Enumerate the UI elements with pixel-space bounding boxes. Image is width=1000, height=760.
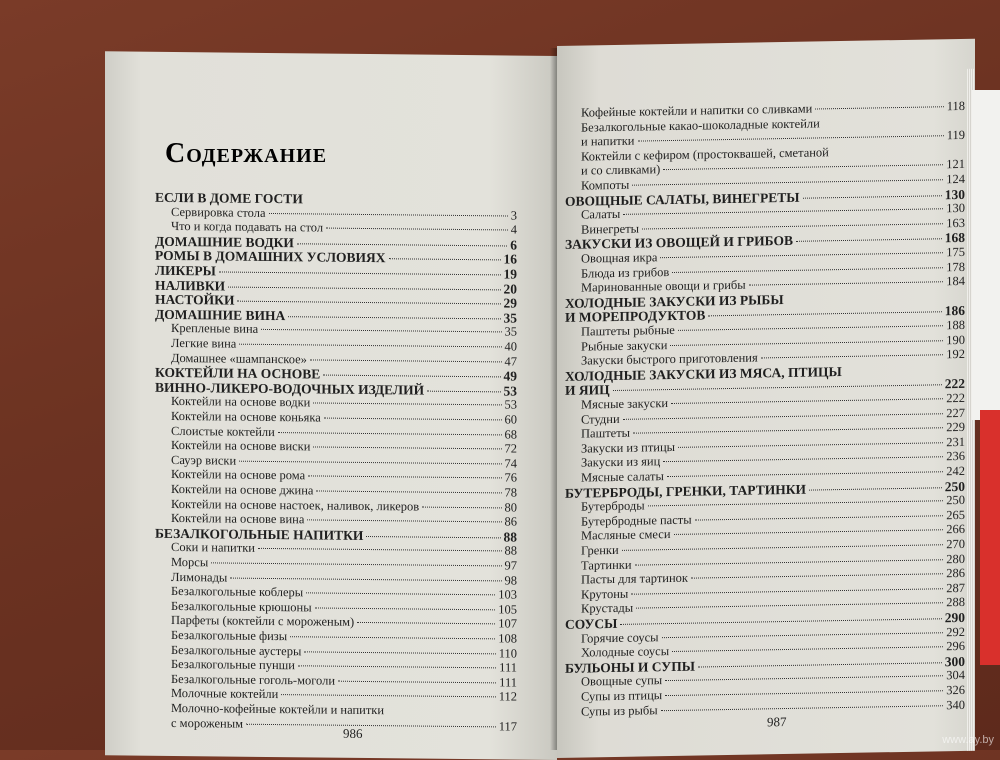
right-page	[557, 39, 975, 758]
toc-leader-dots	[632, 179, 943, 185]
toc-leader-dots	[674, 530, 944, 536]
toc-entry-page: 86	[504, 514, 517, 529]
toc-entry-title: Мясные закуски	[581, 396, 669, 412]
toc-leader-dots	[663, 165, 943, 171]
toc-entry-page: 117	[498, 718, 517, 734]
toc-leader-dots	[749, 281, 944, 285]
toc-entry-title: Мясные салаты	[581, 469, 664, 485]
watermark: www.ay.by	[942, 734, 994, 746]
toc-entry-title: Домашнее «шампанское»	[171, 350, 307, 366]
toc-entry-title: Коктейли с кефиром (простоквашей, сметаной	[581, 145, 829, 164]
toc-entry-page: 111	[499, 660, 517, 675]
toc-entry-title: ЛИКЕРЫ	[155, 262, 216, 279]
toc-entry-page: 35	[503, 310, 517, 326]
toc-entry-title: НАЛИВКИ	[155, 277, 226, 294]
toc-entry-title: Холодные соусы	[581, 644, 670, 660]
toc-leader-dots	[661, 705, 944, 711]
toc-entry-title: Масляные смеси	[581, 527, 671, 543]
toc-entry-title: БЕЗАЛКОГОЛЬНЫЕ НАПИТКИ	[155, 525, 364, 543]
toc-entry-page: 78	[504, 485, 517, 500]
toc-entry-page: 19	[503, 266, 517, 282]
toc-entry-title: Тартинки	[581, 557, 632, 573]
toc-entry-title: Паштеты рыбные	[581, 322, 675, 339]
toc-entry-page: 270	[946, 536, 965, 552]
toc-entry-page: 121	[946, 157, 965, 172]
toc-entry-page: 3	[510, 208, 517, 223]
toc-leader-dots	[620, 618, 941, 625]
toc-entry-title: Что и когда подавать на стол	[171, 219, 324, 235]
toc-entry-title: Коктейли на основе рома	[171, 467, 306, 483]
toc-leader-dots	[662, 632, 944, 638]
toc-entry-page: 76	[504, 470, 517, 485]
toc-entry-title: Коктейли на основе вина	[171, 511, 305, 527]
toc-entry-title: Морсы	[171, 554, 209, 570]
toc-entry-title: Лимонады	[171, 569, 228, 585]
toc-leader-dots	[261, 329, 501, 333]
toc-leader-dots	[313, 403, 501, 406]
toc-leader-dots	[239, 460, 501, 464]
toc-leader-dots	[636, 603, 943, 609]
toc-entry-page: 280	[946, 551, 965, 566]
toc-entry-page: 304	[946, 668, 965, 683]
toc-entry-title: Легкие вина	[171, 335, 237, 351]
toc-entry-title: ЕСЛИ В ДОМЕ ГОСТИ	[155, 189, 303, 207]
toc-leader-dots	[307, 520, 501, 523]
toc-entry-title: НАСТОЙКИ	[155, 291, 235, 308]
toc-entry-title: И ЯИЦ	[565, 382, 610, 399]
toc-entry-page: 130	[946, 201, 965, 216]
toc-entry-title: СОУСЫ	[565, 615, 618, 632]
toc-entry-title: Соки и напитки	[171, 540, 255, 556]
toc-entry-title: Горячие соусы	[581, 629, 659, 646]
toc-leader-dots	[761, 354, 944, 358]
toc-entry-page: 186	[944, 303, 965, 319]
toc-leader-dots	[304, 651, 495, 654]
toc-leader-dots	[211, 562, 501, 566]
toc-entry-title: ХОЛОДНЫЕ ЗАКУСКИ ИЗ МЯСА, ПТИЦЫ	[565, 363, 842, 384]
toc-entry-title: Винегреты	[581, 221, 640, 237]
toc-entry-page: 98	[504, 573, 517, 588]
toc-leader-dots	[635, 559, 944, 565]
toc-leader-dots	[310, 359, 502, 362]
toc-leader-dots	[281, 695, 495, 698]
toc-entry-page: 53	[503, 383, 517, 399]
toc-entry-page: 35	[504, 324, 517, 339]
toc-entry-title: Маринованные овощи и грибы	[581, 277, 746, 295]
toc-leader-dots	[315, 607, 496, 610]
toc-entry-page: 124	[946, 171, 965, 187]
toc-entry-title: Слоистые коктейли	[171, 423, 275, 439]
toc-entry-page: 74	[504, 456, 517, 471]
toc-entry-title: Сауэр виски	[171, 452, 237, 468]
toc-entry-page: 119	[946, 128, 965, 143]
toc-entry-title: Блюда из грибов	[581, 264, 670, 281]
toc-entry-title: Крустады	[581, 601, 634, 616]
toc-entry-title: Паштеты	[581, 425, 631, 441]
toc-entry-page: 72	[504, 441, 517, 456]
toc-entry-title: Безалкогольные пунши	[171, 657, 295, 673]
toc-entry-page: 236	[946, 449, 965, 464]
toc-leader-dots	[427, 390, 500, 392]
toc-entry-title: Овощные супы	[581, 673, 663, 689]
toc-leader-dots	[678, 442, 943, 448]
toc-leader-dots	[672, 267, 943, 273]
toc-leader-dots	[326, 228, 508, 231]
toc-entry-page: 130	[944, 186, 965, 202]
toc-entry-title: Безалкогольные аустеры	[171, 642, 302, 658]
toc-entry-page: 178	[946, 259, 965, 274]
toc-leader-dots	[670, 340, 943, 346]
toc-entry-title: Кофейные коктейли и напитки со сливками	[581, 101, 813, 120]
toc-leader-dots	[672, 646, 943, 652]
toc-entry-title: ХОЛОДНЫЕ ЗАКУСКИ ИЗ РЫБЫ	[565, 291, 784, 311]
toc-entry-page: 227	[946, 405, 965, 420]
toc-entry-page: 105	[498, 602, 517, 617]
toc-entry-page: 112	[498, 689, 517, 704]
toc-leader-dots	[357, 622, 495, 624]
toc-entry-title: ВИННО-ЛИКЕРО-ВОДОЧНЫХ ИЗДЕЛИЙ	[155, 379, 425, 398]
toc-entry-page: 296	[946, 639, 965, 654]
toc-leader-dots	[648, 500, 944, 506]
toc-entry-title: Овощная икра	[581, 250, 658, 266]
toc-leader-dots	[313, 447, 501, 450]
toc-entry-page: 188	[946, 317, 965, 333]
toc-leader-dots	[269, 213, 508, 217]
toc-leader-dots	[623, 413, 944, 420]
toc-entry-page: 250	[946, 493, 965, 508]
toc-leader-dots	[660, 252, 943, 258]
toc-entry-title: ОВОЩНЫЕ САЛАТЫ, ВИНЕГРЕТЫ	[565, 189, 800, 209]
toc-entry-title: ДОМАШНИЕ ВОДКИ	[155, 233, 294, 251]
toc-entry-page: 107	[498, 616, 517, 631]
toc-entry-page: 265	[946, 507, 965, 523]
toc-leader-dots	[389, 259, 501, 261]
toc-leader-dots	[219, 271, 501, 275]
toc-entry-page: 53	[504, 397, 517, 412]
toc-entry-page: 175	[946, 244, 965, 260]
toc-entry-page: 184	[946, 274, 965, 289]
toc-leader-dots	[288, 316, 500, 319]
toc-leader-dots	[297, 243, 507, 246]
toc-entry-page: 222	[946, 390, 965, 406]
toc-leader-dots	[622, 544, 944, 551]
toc-entry-page: 68	[504, 427, 517, 442]
toc-leader-dots	[246, 723, 496, 727]
toc-leader-dots	[316, 490, 501, 493]
toc-entry-title: Крепленые вина	[171, 321, 259, 337]
toc-entry-title: ЗАКУСКИ ИЗ ОВОЩЕЙ И ГРИБОВ	[565, 233, 793, 253]
toc-entry-page: 288	[946, 595, 965, 610]
right-toc	[557, 39, 975, 758]
toc-entry-page: 88	[503, 529, 517, 545]
toc-entry-page: 4	[510, 222, 517, 237]
toc-leader-dots	[667, 471, 943, 477]
toc-leader-dots	[324, 418, 502, 421]
right-page-number: 987	[767, 713, 787, 730]
toc-entry-page: 190	[946, 332, 965, 347]
toc-leader-dots	[306, 593, 495, 596]
toc-entry-title: Сервировка стола	[171, 204, 266, 220]
left-page-number: 986	[343, 725, 363, 741]
toc-leader-dots	[665, 690, 943, 696]
toc-leader-dots	[638, 135, 944, 141]
toc-entry-title: Рыбные закуски	[581, 337, 668, 354]
toc-entry-title: Супы из рыбы	[581, 702, 658, 719]
toc-entry-title: Безалкогольные гоголь-моголи	[171, 671, 336, 688]
toc-entry-title: Коктейли на основе виски	[171, 438, 311, 454]
red-object	[980, 410, 1000, 665]
toc-entry-page: 103	[498, 587, 517, 602]
toc-leader-dots	[698, 662, 942, 667]
toc-leader-dots	[623, 208, 943, 215]
toc-entry-title: и со сливками)	[581, 162, 661, 178]
toc-entry-page: 222	[944, 376, 965, 392]
toc-leader-dots	[815, 106, 943, 109]
toc-entry-page: 111	[499, 675, 517, 690]
toc-entry-title: Гренки	[581, 542, 619, 558]
toc-entry-title: Бутербродные пасты	[581, 512, 692, 529]
toc-entry-title: Студни	[581, 411, 620, 427]
toc-leader-dots	[678, 325, 943, 331]
toc-leader-dots	[308, 476, 501, 479]
toc-leader-dots	[613, 385, 942, 392]
toc-entry-page: 290	[944, 609, 965, 626]
toc-leader-dots	[695, 515, 944, 520]
toc-entry-page: 340	[946, 697, 965, 712]
toc-entry-page: 40	[504, 339, 517, 354]
toc-entry-title: Закуски из яиц	[581, 454, 661, 470]
toc-entry-title: Безалкогольные коблеры	[171, 584, 304, 600]
toc-entry-page: 192	[946, 347, 965, 362]
toc-leader-dots	[663, 457, 943, 463]
toc-leader-dots	[809, 487, 942, 490]
toc-leader-dots	[642, 223, 943, 229]
toc-entry-title: БУТЕРБРОДЫ, ГРЕНКИ, ТАРТИНКИ	[565, 481, 806, 501]
toc-entry-title: Коктейли на основе джина	[171, 481, 314, 498]
toc-leader-dots	[665, 676, 943, 682]
toc-leader-dots	[323, 375, 500, 378]
toc-entry-title: Салаты	[581, 207, 621, 222]
toc-leader-dots	[298, 665, 496, 668]
toc-entry-page: 300	[944, 653, 965, 670]
toc-entry-page: 250	[944, 478, 965, 494]
toc-leader-dots	[258, 548, 502, 552]
toc-entry-title: КОКТЕЙЛИ НА ОСНОВЕ	[155, 364, 321, 382]
toc-entry-title: с мороженым	[171, 715, 244, 731]
toc-entry-title: Закуски из птицы	[581, 439, 676, 456]
toc-leader-dots	[631, 588, 943, 594]
white-object	[972, 90, 1000, 420]
toc-leader-dots	[422, 506, 501, 508]
toc-leader-dots	[671, 398, 943, 404]
toc-entry-page: 118	[946, 98, 965, 114]
toc-leader-dots	[290, 636, 495, 639]
toc-entry-title: И МОРЕПРОДУКТОВ	[565, 307, 706, 326]
toc-entry-page: 266	[946, 522, 965, 537]
toc-entry-title: РОМЫ В ДОМАШНИХ УСЛОВИЯХ	[155, 248, 386, 266]
toc-leader-dots	[796, 239, 942, 243]
toc-entry-page: 110	[498, 645, 517, 661]
toc-entry-page: 229	[946, 420, 965, 435]
toc-entry-title: Закуски быстрого приготовления	[581, 350, 758, 368]
toc-entry-page: 292	[946, 624, 965, 639]
toc-entry-page: 326	[946, 682, 965, 698]
toc-entry-title: Крутоны	[581, 586, 629, 602]
toc-entry-page: 47	[504, 354, 517, 369]
toc-entry-page: 168	[944, 230, 965, 246]
toc-leader-dots	[228, 286, 500, 290]
toc-entry-page: 286	[946, 566, 965, 581]
toc-entry-title: БУЛЬОНЫ И СУПЫ	[565, 658, 695, 676]
toc-entry-title: Молочно-кофейные коктейли и напитки	[171, 700, 385, 718]
toc-entry-title: Коктейли на основе настоек, наливок, ликеров	[171, 496, 420, 514]
toc-entry-title: Безалкогольные крюшоны	[171, 598, 312, 615]
toc-title: Содержание	[165, 138, 328, 169]
toc-entry-page: 29	[503, 295, 517, 311]
toc-entry-title: Парфеты (коктейли с мороженым)	[171, 613, 355, 630]
toc-entry-page: 49	[503, 368, 517, 384]
toc-entry-page: 287	[946, 580, 965, 596]
toc-entry-page: 16	[503, 251, 517, 267]
toc-entry-page: 6	[510, 237, 517, 253]
toc-entry-page: 231	[946, 434, 965, 450]
toc-leader-dots	[338, 681, 496, 684]
toc-leader-dots	[278, 432, 502, 435]
toc-entry-page: 97	[504, 558, 517, 573]
toc-entry-title: Компоты	[581, 177, 630, 193]
toc-entry-title: Бутерброды	[581, 498, 645, 514]
toc-entry-title: Коктейли на основе водки	[171, 394, 311, 410]
toc-entry-title: Безалкогольные какао-шоколадные коктейли	[581, 116, 820, 135]
toc-entry-title: и напитки	[581, 133, 635, 149]
toc-entry-title: Пасты для тартинок	[581, 570, 688, 587]
toc-leader-dots	[239, 344, 501, 348]
toc-leader-dots	[633, 427, 943, 433]
toc-entry-title: Коктейли на основе коньяка	[171, 408, 321, 425]
toc-entry-page: 88	[504, 543, 517, 558]
toc-leader-dots	[803, 195, 942, 198]
toc-leader-dots	[366, 536, 500, 538]
toc-leader-dots	[708, 312, 941, 317]
toc-entry-page: 80	[504, 500, 517, 515]
toc-entry-page: 163	[946, 215, 965, 231]
toc-leader-dots	[230, 577, 501, 581]
toc-entry-title: ДОМАШНИЕ ВИНА	[155, 306, 286, 323]
toc-entry-page: 108	[498, 631, 517, 646]
toc-entry-page: 242	[946, 463, 965, 479]
toc-entry-page: 60	[504, 412, 517, 427]
toc-entry-page: 20	[503, 281, 517, 297]
toc-entry-title: Безалкогольные физы	[171, 627, 288, 644]
toc-entry-title: Молочные коктейли	[171, 686, 279, 702]
toc-entry-title: Супы из птицы	[581, 688, 663, 704]
toc-leader-dots	[691, 573, 943, 578]
toc-leader-dots	[237, 301, 500, 305]
